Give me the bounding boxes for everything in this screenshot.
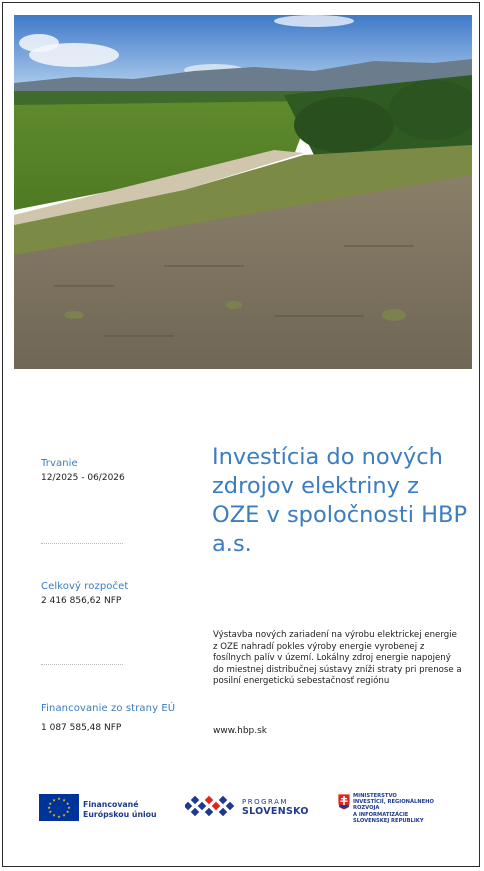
svg-text:★: ★ [57,814,61,819]
svg-text:★: ★ [48,809,53,814]
ministry-line4: SLOVENSKEJ REPUBLIKY [353,817,424,824]
program-line2: SLOVENSKO [242,806,309,817]
landscape-photo-image [14,15,472,369]
svg-text:★: ★ [65,809,70,814]
eu-funding-value: 1 087 585,48 NFP [41,723,122,733]
eu-funded-line1: Financované [83,800,139,809]
duration-value: 12/2025 - 06/2026 [41,473,125,483]
svg-text:★: ★ [48,801,53,806]
eu-flag-icon [39,794,79,821]
svg-text:★: ★ [65,801,70,806]
page-title: Investícia do nových zdrojov elektriny z OZE v spoločnosti HBP a.s. [212,444,468,557]
divider [41,664,123,665]
svg-text:★: ★ [67,805,71,810]
project-photo [14,15,472,369]
svg-text:★: ★ [57,796,61,801]
ministry-text [353,793,453,824]
slovak-crest-icon [337,793,351,811]
svg-text:★: ★ [62,797,66,803]
program-slovensko-logo-icon [185,794,237,820]
eu-funding-label: Financovanie zo strany EÚ [41,703,176,714]
program-line1: PROGRAM [242,798,288,806]
eu-funded-text [83,800,157,820]
eu-funded-line2: Európskou úniou [83,810,157,819]
project-description: Výstavba nových zariadení na výrobu elektrickej energie z OZE nahradí pokles výroby energie vyrobenej z fosílnych palív v území. Lokálny zdroj energie napojený do miestnej distribučnej sústavy zníži straty pri prenose a posilní energetickú sebestačnosť regiónu [213,630,462,687]
divider [41,543,123,544]
ministry-line3: A INFORMATIZÁCIE [353,811,409,818]
budget-value: 2 416 856,62 NFP [41,596,122,606]
ministry-line1: MINISTERSTVO [353,793,397,799]
svg-text:★: ★ [47,805,51,810]
svg-text:★: ★ [52,797,56,803]
svg-text:★: ★ [62,812,66,818]
website-link[interactable]: www.hbp.sk [213,726,268,736]
duration-label: Trvanie [41,458,78,469]
svg-text:★: ★ [52,812,56,818]
poster-frame [2,2,480,867]
ministry-line2: INVESTÍCIÍ, REGIONÁLNEHO ROZVOJA [353,799,434,812]
budget-label: Celkový rozpočet [41,581,129,592]
